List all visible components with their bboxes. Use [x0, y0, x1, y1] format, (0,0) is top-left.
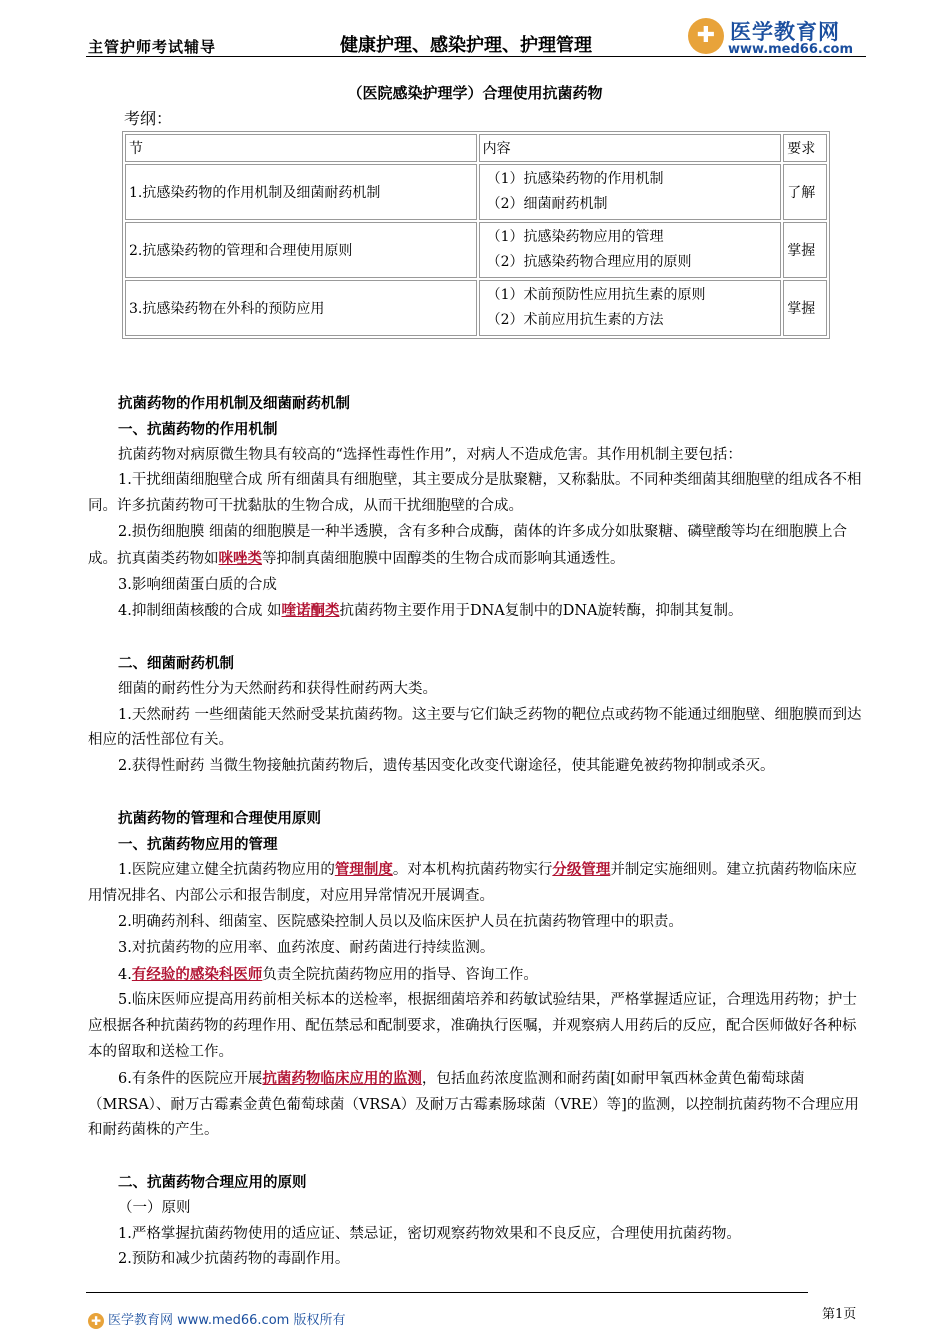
paragraph: 2.预防和减少抗菌药物的毒副作用。	[118, 1251, 350, 1268]
section-cell: 1.抗感染药物的作用机制及细菌耐药机制	[125, 164, 477, 220]
text-span: 负责全院抗菌药物应用的指导、咨询工作。	[262, 966, 538, 983]
requirement-cell: 了解	[783, 164, 827, 220]
footer-copyright-text: 医学教育网 www.med66.com 版权所有	[108, 1313, 346, 1328]
paragraph	[88, 1066, 866, 1144]
content-item: （2）抗感染药物合理应用的原则	[486, 254, 692, 270]
paragraph	[88, 520, 866, 573]
text-span: 2.损伤细胞膜 细菌的细胞膜是一种半透膜，含有多种合成酶，菌体的许多成分如肽聚糖、磷壁酸等均在细胞膜上合成。抗真菌类药物如	[88, 523, 847, 567]
keyword-highlight: 有经验的感染科医师	[131, 965, 263, 983]
logo-cross-icon: ✚	[696, 23, 716, 48]
part1-title: 抗菌药物的作用机制及细菌耐药机制	[118, 395, 350, 412]
content-cell	[479, 164, 782, 220]
section-cell: 3.抗感染药物在外科的预防应用	[125, 280, 477, 336]
spacer	[88, 780, 866, 806]
subsection-label: （一）原则	[118, 1199, 191, 1216]
site-logo[interactable]	[688, 14, 868, 60]
paragraph: 1.严格掌握抗菌药物使用的适应证、禁忌证，密切观察药物效果和不良反应，合理使用抗菌药物。	[118, 1225, 741, 1242]
outline-label: 考纲：	[124, 109, 173, 128]
requirement-cell: 掌握	[783, 280, 827, 336]
paragraph: 5.临床医师应提高用药前相关标本的送检率，根据细菌培养和药敏试验结果，严格掌握适应证，合理选用药物；护士应根据各种抗菌药物的药理作用、配伍禁忌和配制要求，准确执行医嘱，并观察病人用药后的反应，配合医师做好各种标本的留取和送检工作。	[88, 992, 857, 1060]
footer-divider	[86, 1292, 808, 1293]
paragraph: 抗菌药物对病原微生物具有较高的“选择性毒性作用”，对病人不造成危害。其作用机制主要包括：	[118, 446, 742, 463]
spacer	[88, 1144, 866, 1170]
paragraph	[88, 857, 866, 910]
paragraph: 2.获得性耐药 当微生物接触抗菌药物后，遗传基因变化改变代谢途径，使其能避免被药物抑制或杀灭。	[118, 758, 775, 775]
header-cell-content: 内容	[479, 134, 782, 162]
document-body	[88, 391, 866, 1273]
text-span: 抗菌药物主要作用于DNA复制中的DNA旋转酶，抑制其复制。	[339, 603, 743, 620]
content-item: （1）术前预防性应用抗生素的原则	[486, 287, 706, 303]
keyword-highlight: 管理制度	[334, 861, 393, 879]
keyword-highlight: 喹诺酮类	[281, 602, 340, 620]
section-cell: 2.抗感染药物的管理和合理使用原则	[125, 222, 477, 278]
table-row	[125, 222, 827, 278]
table-row	[125, 280, 827, 336]
text-span: 。对本机构抗菌药物实行	[392, 862, 553, 879]
part2-section2-title: 二、抗菌药物合理应用的原则	[118, 1173, 307, 1191]
document-title: （医院感染护理学）合理使用抗菌药物	[347, 84, 603, 102]
part1-section1-title: 一、抗菌药物的作用机制	[118, 420, 278, 438]
header-center-title: 健康护理、感染护理、护理管理	[340, 35, 592, 56]
paragraph: 细菌的耐药性分为天然耐药和获得性耐药两大类。	[118, 680, 437, 697]
content-item: （1）抗感染药物应用的管理	[486, 229, 664, 245]
keyword-highlight: 咪唑类	[218, 549, 262, 567]
text-span: 1.医院应建立健全抗菌药物应用的	[118, 862, 335, 879]
spacer	[88, 625, 866, 651]
part2-section1-title: 一、抗菌药物应用的管理	[118, 835, 278, 853]
paragraph: 3.影响细菌蛋白质的合成	[118, 576, 277, 593]
requirement-cell: 掌握	[783, 222, 827, 278]
paragraph: 1.干扰细菌细胞壁合成 所有细菌具有细胞壁，其主要成分是肽聚糖，又称黏肽。不同种类细菌其细胞壁的组成各不相同。许多抗菌药物可干扰黏肽的生物合成，从而干扰细胞壁的合成。	[88, 472, 862, 515]
text-span: 并制定实施细则。建立抗菌药物临床应用情况排名、内部公示和报告制度，对应用异常情况开展调查。	[88, 862, 857, 905]
header-left-text: 主管护师考试辅导	[88, 38, 217, 56]
keyword-highlight: 抗菌药物临床应用的监测	[262, 1069, 422, 1087]
paragraph: 2.明确药剂科、细菌室、医院感染控制人员以及临床医护人员在抗菌药物管理中的职责。	[118, 913, 683, 930]
table-header-row	[125, 134, 827, 162]
table-row	[125, 164, 827, 220]
header-cell-section: 节	[125, 134, 477, 162]
keyword-highlight: 分级管理	[552, 861, 611, 879]
text-span: 等抑制真菌细胞膜中固醇类的生物合成而影响其通透性。	[262, 550, 625, 567]
content-item: （2）术前应用抗生素的方法	[486, 312, 664, 328]
paragraph	[88, 962, 866, 989]
content-cell	[479, 280, 782, 336]
text-span: ，包括血药浓度监测和耐药菌[如耐甲氧西林金黄色葡萄球菌（MRSA）、耐万古霉素金黄色葡萄球菌（VRSA）及耐万古霉素肠球菌（VRE）等]的监测，以控制抗菌药物不合理应用和耐药菌株的产生。	[88, 1070, 859, 1139]
content-item: （2）细菌耐药机制	[486, 196, 608, 212]
content-cell	[479, 222, 782, 278]
footer-logo-icon: ✚	[88, 1313, 104, 1329]
paragraph: 3.对抗菌药物的应用率、血药浓度、耐药菌进行持续监测。	[118, 939, 495, 956]
paragraph: 1.天然耐药 一些细菌能天然耐受某抗菌药物。这主要与它们缺乏药物的靶位点或药物不能通过细胞壁、细胞膜而到达相应的活性部位有关。	[88, 706, 862, 749]
logo-name: 医学教育网	[730, 20, 840, 44]
text-span: 4.	[118, 966, 132, 983]
syllabus-table	[122, 131, 830, 339]
page-number: 第1页	[822, 1307, 857, 1322]
content-item: （1）抗感染药物的作用机制	[486, 171, 664, 187]
logo-url: www.med66.com	[728, 42, 854, 57]
text-span: 4.抑制细菌核酸的合成 如	[118, 603, 282, 620]
footer-copyright	[88, 1309, 345, 1329]
text-span: 6.有条件的医院应开展	[118, 1070, 263, 1087]
part1-section2-title: 二、细菌耐药机制	[118, 654, 234, 672]
header-cell-requirement: 要求	[783, 134, 827, 162]
part2-title: 抗菌药物的管理和合理使用原则	[118, 809, 321, 827]
paragraph	[88, 598, 866, 625]
